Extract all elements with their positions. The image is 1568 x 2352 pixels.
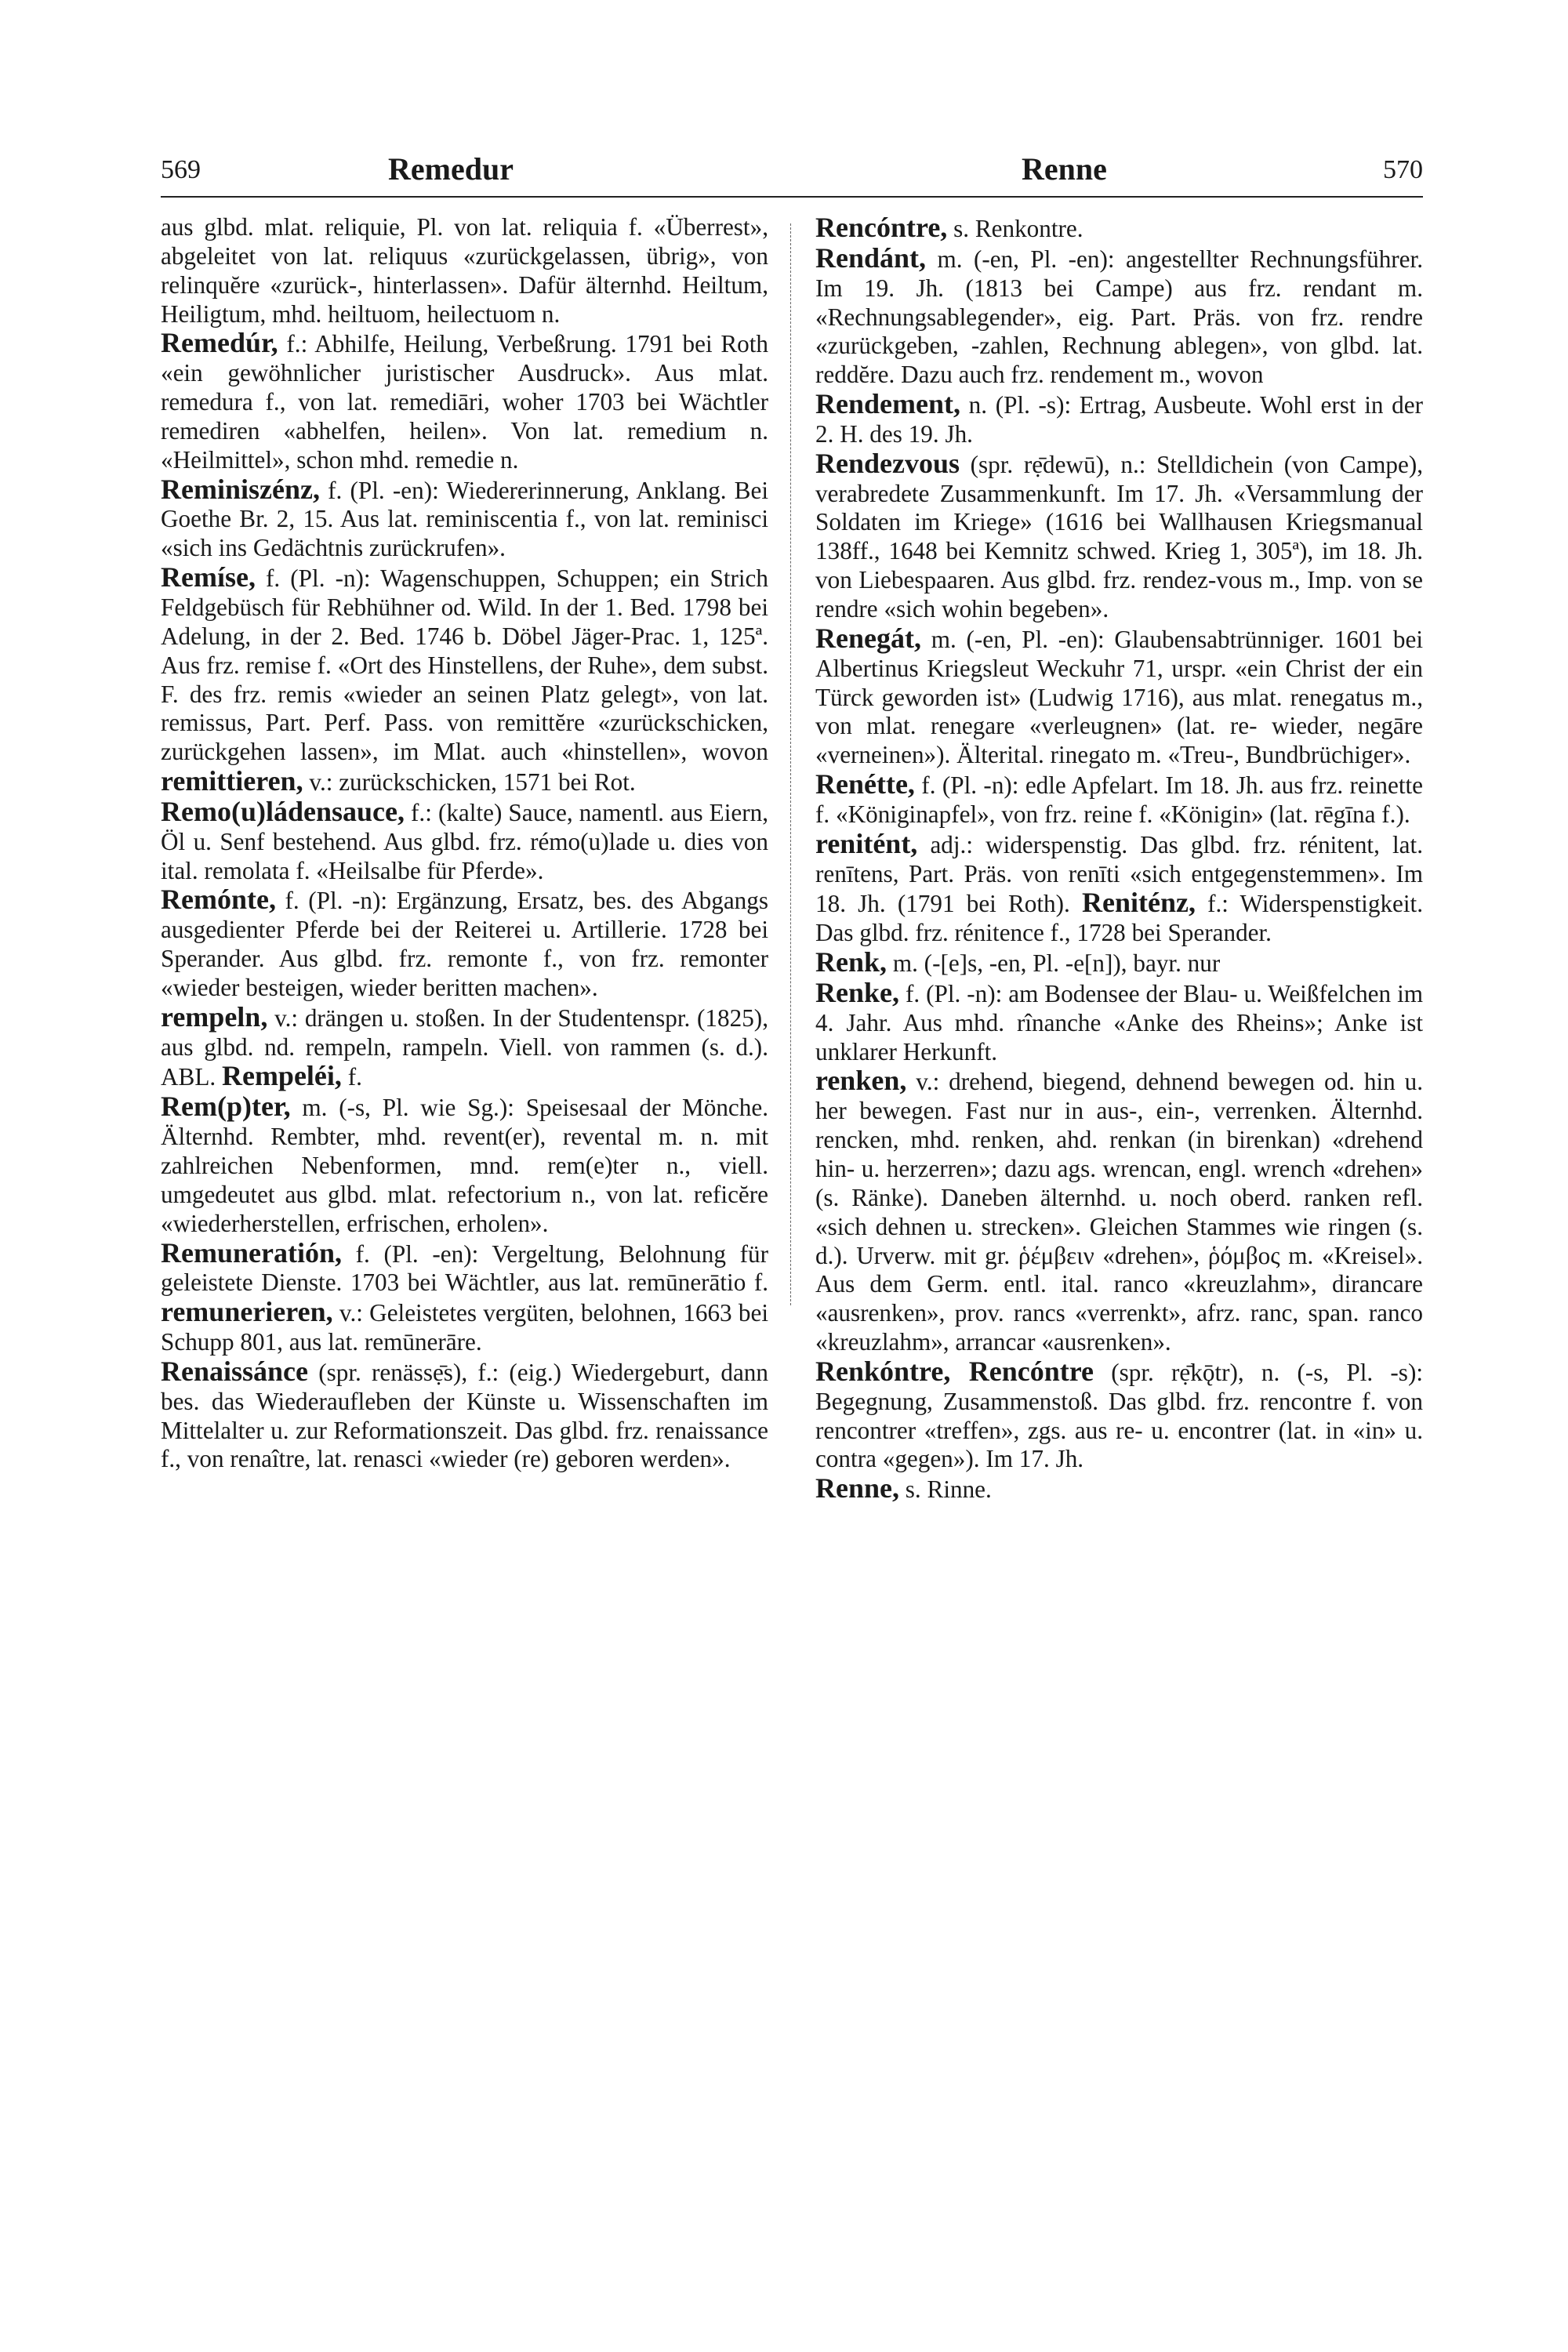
column-divider (790, 223, 791, 1305)
entry-subheadword: remunerieren, (161, 1296, 333, 1328)
dictionary-entry (815, 1066, 1423, 1356)
dictionary-entry (161, 563, 768, 797)
entry-headword: renitént, (815, 827, 918, 859)
entry-headword: Rendezvous (815, 447, 960, 479)
entry-text: (spr. rẹ̄dewū), n.: Stelldichein (von Campe), verabredete Zusammenkunft. Im 17. Jh. «Versammlung der Soldaten im Kriege» (1616 bei Wallhausen Kriegsmanual 138ff., 1648 bei Kemnitz schwed. Krieg 1, 305ª), im 18. Jh. von Liebespaaren. Aus glbd. frz. rendez-vous m., Imp. von se rendre «sich wohin begeben». (815, 450, 1423, 622)
entry-text: m. (-en, Pl. -en): Glaubensabtrünniger. 1601 bei Albertinus Kriegsleut Weckuhr 71, urspr. «ein Christ der ein Türck geworden ist» (Ludwig 1716), aus mlat. renegatus m., von mlat. renegare «verleugnen» (lat. re- wieder, negāre «verneinen»). Älterital. rinegato m. «Treu-, Bundbrüchiger». (815, 625, 1423, 769)
entry-text: (spr. rẹ̄kǭtr), n. (-s, Pl. -s): Begegnung, Zusammenstoß. Das glbd. frz. rencontre f. von rencontrer «treffen», zgs. aus re- u. encontrer (lat. in «in» u. contra «gegen»). Im 17. Jh. (815, 1358, 1423, 1473)
dictionary-entry (161, 213, 768, 328)
entry-headword: Renk, (815, 946, 887, 978)
dictionary-entry (161, 475, 768, 564)
entry-subtext: f.: Widerspenstigkeit. Das glbd. frz. rénitence f., 1728 bei Sperander. (815, 890, 1424, 947)
entry-text: adj.: widerspenstig. Das glbd. frz. rénitent, lat. renītens, Part. Präs. von renīti «sich entgegenstemmen». Im 18. Jh. (1791 bei Roth). (815, 830, 1423, 918)
dictionary-entry (815, 390, 1423, 449)
left-page-number: 569 (161, 155, 201, 184)
entry-subtext: f. (341, 1063, 362, 1091)
entry-headword: Renkóntre, Rencóntre (815, 1355, 1094, 1387)
entry-headword: Renétte, (815, 768, 915, 800)
entry-headword: renken, (815, 1065, 907, 1097)
dictionary-entry (161, 1092, 768, 1238)
entry-text: f. (Pl. -n): am Bodensee der Blau- u. Weißfelchen im 4. Jahr. Aus mhd. rînanche «Anke des Rheins»; Anke ist unklarer Herkunft. (815, 979, 1423, 1065)
entry-text: f. (Pl. -en): Vergeltung, Belohnung für geleistete Dienste. 1703 bei Wächtler, aus lat. remūnerātio f. (161, 1240, 768, 1297)
entry-headword: rempeln, (161, 1000, 268, 1033)
dictionary-entry (815, 978, 1423, 1067)
dictionary-entry (815, 624, 1423, 770)
entry-headword: Remo(u)ládensauce, (161, 795, 405, 827)
dictionary-entry (161, 885, 768, 1002)
entry-headword: Rencóntre, (815, 212, 948, 243)
entry-headword: Renke, (815, 976, 899, 1008)
dictionary-entry (815, 1357, 1423, 1474)
entry-headword: Remónte, (161, 884, 276, 916)
entry-headword: Remedúr, (161, 327, 278, 359)
dictionary-entry (815, 1474, 1423, 1504)
dictionary-entry (815, 770, 1423, 829)
left-column (161, 213, 768, 1474)
dictionary-entry (161, 328, 768, 474)
entry-text: f. (Pl. -n): Ergänzung, Ersatz, bes. des Abgangs ausgedienter Pferde bei der Reiterei u. Artillerie. 1728 bei Sperander. Aus glbd. frz. remonte f., von frz. remonter «wieder besteigen, wieder beritten machen». (161, 887, 768, 1001)
entry-headword: Rendement, (815, 388, 960, 420)
entry-text: (spr. renässẹ̄s), f.: (eig.) Wiedergeburt, dann bes. das Wiederaufleben der Künste u. Wissenschaften im Mittelalter u. zur Reformationszeit. Das glbd. frz. renaissance f., von renaître, lat. renasci «wieder (re) geboren werden». (161, 1358, 768, 1473)
entry-text: s. Rinne. (899, 1475, 992, 1504)
dictionary-entry (815, 213, 1423, 244)
entry-headword: Reminiszénz, (161, 473, 320, 505)
dictionary-entry (161, 1236, 768, 1357)
left-catchword: Remedur (388, 151, 514, 187)
entry-text: f. (Pl. -n): edle Apfelart. Im 18. Jh. aus frz. reinette f. «Königinapfel», von frz. reine f. «Königin» (lat. rēgīna f.). (815, 771, 1423, 828)
right-catchword: Renne (1022, 151, 1107, 187)
dictionary-entry (815, 241, 1423, 390)
entry-text: v.: drehend, biegend, dehnend bewegen od. hin u. her bewegen. Fast nur in aus-, ein-, verrenken. Älternhd. rencken, mhd. renken, ahd. renkan (in birenkan) «drehend hin- u. herzerren»; dazu ags. wrencan, engl. wrench «drehen» (s. Ränke). Daneben älternhd. u. noch oberd. ranken refl. «sich dehnen u. strecken». Gleichen Stammes wie ringen (s. d.). Urverw. mit gr. ῥέμβειν «drehen», ῥόμβος m. «Kreisel». Aus dem Germ. entl. ital. ranco «kreuzlahm», dirancare «ausrenken», prov. rancs «verrenkt», afrz. ranc, span. ranco «kreuzlahm», arrancar «ausrenken». (815, 1068, 1423, 1356)
dictionary-entry (815, 948, 1423, 978)
entry-headword: Rem(p)ter, (161, 1091, 291, 1123)
right-page-number: 570 (1383, 155, 1423, 184)
entry-headword: Rendánt, (815, 241, 927, 274)
dictionary-entry (815, 449, 1423, 624)
entry-subheadword: Rempeléi, (221, 1060, 342, 1092)
page-header (161, 149, 1423, 193)
right-column (815, 213, 1423, 1504)
dictionary-entry (161, 1000, 768, 1093)
entry-text: f. (Pl. -en): Wiedererinnerung, Anklang. Bei Goethe Br. 2, 15. Aus lat. reminiscentia f., von lat. reminisci «sich ins Gedächtnis zurückrufen». (161, 476, 768, 562)
entry-text: s. Renkontre. (947, 215, 1083, 242)
entry-headword: Remíse, (161, 561, 256, 593)
entry-headword: Renne, (815, 1472, 899, 1504)
entry-text: aus glbd. mlat. reliquie, Pl. von lat. reliquia f. «Überrest», abgeleitet von lat. reliquus «zurückgelassen, übrig», von relinquĕre «zurück-, hinterlassen». Dafür älternhd. Heiltum, Heiligtum, mhd. heiltuom, heilectuom n. (161, 213, 768, 328)
dictionary-entry (161, 1357, 768, 1474)
entry-subheadword: remittieren, (161, 765, 303, 797)
entry-headword: Remuneratión, (161, 1236, 342, 1269)
entry-subtext: v.: Geleistetes vergüten, belohnen, 1663 bei Schupp 801, aus lat. remūnerāre. (161, 1299, 768, 1356)
entry-headword: Renaissánce (161, 1355, 308, 1387)
entry-text: m. (-s, Pl. wie Sg.): Speisesaal der Mönche. Älternhd. Rembter, mhd. revent(er), revental m. n. mit zahlreichen Nebenformen, mnd. rem(e)ter n., viell. umgedeutet aus glbd. mlat. refectorium n., von lat. reficĕre «wiederherstellen, erfrischen, erholen». (161, 1094, 768, 1237)
entry-text: f. (Pl. -n): Wagenschuppen, Schuppen; ein Strich Feldgebüsch für Rebhühner od. Wild. In der 1. Bed. 1798 bei Adelung, in der 2. Bed. 1746 b. Döbel Jäger-Prac. 1, 125ª. Aus frz. remise f. «Ort des Hinstellens, der Ruhe», dem subst. F. des frz. remis «wieder an seinen Platz gelegt», von lat. remissus, Part. Perf. Pass. von remittĕre «zurückschicken, zurückgehen lassen», im Mlat. auch «hinstellen», wovon (161, 564, 768, 766)
entry-text: v.: drängen u. stoßen. In der Studentenspr. (1825), aus glbd. nd. rempeln, rampeln. Viell. von rammen (s. d.). ABL. (161, 1004, 768, 1091)
entry-text: m. (-[e]s, -en, Pl. -e[n]), bayr. nur (887, 949, 1221, 978)
header-rule (161, 196, 1423, 198)
entry-text: f.: (kalte) Sauce, namentl. aus Eiern, Öl u. Senf bestehend. Aus glbd. frz. rémo(u)lade u. dies von ital. remolata f. «Heilsalbe für Pferde». (161, 798, 768, 884)
entry-text: m. (-en, Pl. -en): angestellter Rechnungsführer. Im 19. Jh. (1813 bei Campe) aus frz. rendant m. «Rechnungsablegender», eig. Part. Präs. von frz. rendre «zurückgeben, -zahlen, Rechnung ablegen», von glbd. lat. reddĕre. Dazu auch frz. rendement m., wovon (815, 245, 1423, 389)
entry-text: f.: Abhilfe, Heilung, Verbeßrung. 1791 bei Roth «ein gewöhnlicher juristischer Ausdruck». Aus mlat. remedura f., von lat. remediāri, woher 1703 bei Wächtler remediren «abhelfen, heilen». Von lat. remedium n. «Heilmittel», schon mhd. remedie n. (161, 330, 768, 474)
entry-subtext: v.: zurückschicken, 1571 bei Rot. (303, 768, 636, 797)
entry-text: n. (Pl. -s): Ertrag, Ausbeute. Wohl erst in der 2. H. des 19. Jh. (815, 391, 1423, 448)
entry-headword: Renegát, (815, 622, 921, 654)
dictionary-entry (161, 797, 768, 886)
entry-subheadword: Reniténz, (1081, 887, 1196, 919)
dictionary-entry (815, 829, 1423, 948)
